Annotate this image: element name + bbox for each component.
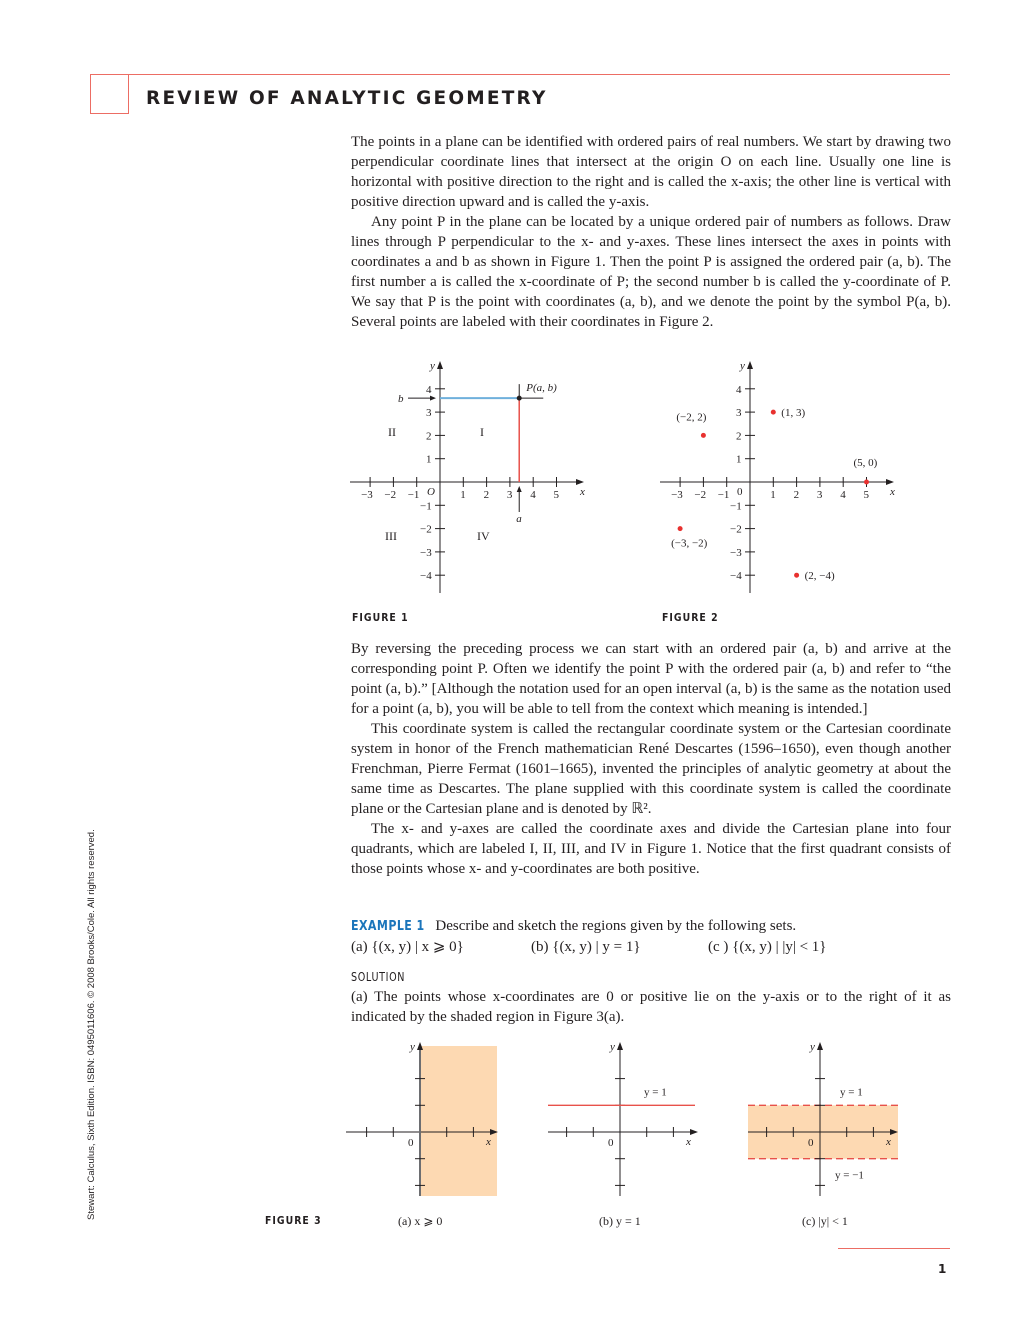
y-axis-label: y [610, 1041, 615, 1053]
shaded-region [420, 1046, 497, 1196]
origin-label: 0 [808, 1137, 814, 1149]
y-tick-label: 2 [426, 430, 432, 443]
x-tick-label: −2 [694, 489, 707, 501]
x-axis-arrow-icon [886, 479, 894, 485]
intro-text [351, 132, 951, 332]
solution-a: (a) The points whose x-coordinates are 0 or positive lie on the y-axis or to the right of it as indicated by the shaded region in Figure 3(a). [351, 989, 951, 1025]
y-axis-label: y [430, 360, 435, 372]
y-tick-label: 1 [736, 453, 742, 466]
example-part-a: (a) {(x, y) | x ⩾ 0} [351, 939, 464, 955]
y-axis-label: y [740, 360, 745, 372]
data-point-label: (5, 0) [853, 457, 878, 469]
paragraph-1: The points in a plane can be identified with ordered pairs of real numbers. We start by drawing two perpendicular coordinate lines that intersect at the origin O on each line. Usually one line is horizontal with positive direction to the right and is called the x-axis; the other line is vertical with positive direction upward and is called the y-axis. [351, 134, 951, 210]
x-tick-label: 5 [553, 489, 559, 501]
paragraph-4: This coordinate system is called the rectangular coordinate system or the Cartesian coordinate system in honor of the French mathematician René Descartes (1596–1650), even though another Frenchman, Pierre Fermat (1601–1665), invented the principles of analytic geometry at about the same time as Descartes. The plane supplied with this coordinate system is called the coordinate plane or the Cartesian plane and is denoted by ℝ². [351, 721, 951, 817]
data-point [701, 433, 706, 438]
solution-label: SOLUTION [351, 970, 406, 984]
y-tick-label: 3 [736, 407, 742, 420]
header-box [90, 74, 129, 114]
y-tick-label: 3 [426, 407, 432, 420]
y-tick-label: −1 [730, 500, 742, 513]
quadrant-label-ii: II [388, 425, 396, 439]
figure-2-label: FIGURE 2 [662, 611, 719, 624]
figure-3a-caption: (a) x ⩾ 0 [398, 1214, 443, 1228]
x-tick-label: −1 [717, 489, 730, 501]
x-tick-label: −3 [671, 489, 683, 501]
data-point-label: (1, 3) [781, 407, 806, 420]
origin-label: O [427, 486, 435, 498]
y-tick-label: −2 [730, 523, 742, 536]
y-tick-label: −3 [420, 546, 432, 559]
x-tick-label: −3 [361, 489, 373, 501]
example-prompt: Describe and sketch the regions given by the following sets. [435, 918, 797, 934]
y-axis-arrow-icon [437, 361, 443, 369]
lower-boundary-label: y = −1 [835, 1169, 864, 1182]
header-rule [90, 74, 950, 75]
b-label: b [398, 393, 404, 406]
figure-1-label: FIGURE 1 [352, 611, 409, 624]
y-tick-label: 4 [426, 383, 432, 396]
x-axis-arrow-icon [576, 479, 584, 485]
figure-2 [655, 355, 905, 605]
body-text [351, 639, 951, 879]
y-tick-label: −3 [730, 546, 742, 559]
x-tick-label: −1 [407, 489, 420, 501]
x-tick-label: 3 [506, 489, 513, 501]
example-part-b: (b) {(x, y) | y = 1} [531, 939, 641, 955]
example-part-c: (c ) {(x, y) | |y| < 1} [708, 939, 827, 955]
x-axis-label: x [486, 1136, 491, 1148]
x-tick-label: 2 [793, 489, 800, 501]
x-tick-label: 5 [863, 489, 869, 501]
a-arrow-icon [517, 486, 522, 492]
origin-label: 0 [608, 1137, 614, 1149]
x-axis-label: x [580, 486, 585, 498]
x-tick-label: 2 [483, 489, 490, 501]
page-title: REVIEW OF ANALYTIC GEOMETRY [146, 88, 548, 109]
y-tick-label: −4 [420, 570, 432, 583]
a-label: a [516, 513, 522, 525]
figure-3c [740, 1040, 910, 1200]
y-tick-label: −1 [420, 500, 432, 513]
point-p-label: P(a, b) [526, 382, 557, 395]
page-number: 1 [938, 1262, 947, 1276]
figure-3c-caption: (c) |y| < 1 [802, 1214, 848, 1228]
figure-3b-caption: (b) y = 1 [599, 1214, 641, 1228]
paragraph-5: The x- and y-axes are called the coordinate axes and divide the Cartesian plane into four quadrants, which are labeled I, II, III, and IV in Figure 1. Notice that the first quadrant consists of those points whose x- and y-coordinates are both positive. [351, 821, 951, 877]
y-tick-label: 2 [736, 430, 742, 443]
data-point-label: (−2, 2) [676, 411, 707, 424]
data-point-label: (2, −4) [804, 570, 835, 583]
origin-label: 0 [737, 486, 743, 498]
x-tick-label: 4 [530, 489, 536, 501]
y-tick-label: −2 [420, 523, 432, 536]
data-point [864, 480, 869, 485]
y-tick-label: 1 [426, 453, 432, 466]
figure-3-label: FIGURE 3 [265, 1214, 322, 1227]
x-tick-label: −2 [384, 489, 397, 501]
x-tick-label: 1 [770, 489, 776, 501]
x-axis-label: x [890, 486, 895, 498]
y-axis-label: y [810, 1041, 815, 1053]
example-heading: EXAMPLE 1 [351, 919, 425, 934]
upper-boundary-label: y = 1 [840, 1086, 863, 1099]
data-point [771, 410, 776, 415]
y-tick-label: −4 [730, 570, 742, 583]
example-1 [351, 916, 951, 1027]
figure-3a [340, 1040, 510, 1200]
data-point-label: (−3, −2) [671, 537, 708, 550]
copyright-sidenote: Stewart: Calculus, Sixth Edition. ISBN: 0495011606. © 2008 Brooks/Cole. All rights reserved. [86, 829, 97, 1220]
x-axis-label: x [886, 1136, 891, 1148]
y-axis-label: y [410, 1041, 415, 1053]
quadrant-label-iii: III [385, 529, 397, 543]
footer-rule [838, 1248, 950, 1249]
data-point [794, 573, 799, 578]
origin-label: 0 [408, 1137, 414, 1149]
y-axis-arrow-icon [747, 361, 753, 369]
y-axis-arrow-icon [817, 1042, 823, 1050]
figure-3b [540, 1040, 710, 1200]
line-label: y = 1 [644, 1086, 667, 1099]
paragraph-3: By reversing the preceding process we can start with an ordered pair (a, b) and arrive at the corresponding point P. Often we identify the point P with the ordered pair (a, b) and refer to “the point (a, b).” [Although the notation used for an open interval (a, b) is the same as the notation used for a point (a, b), you will be able to tell from the context which meaning is intended.] [351, 641, 951, 717]
paragraph-2: Any point P in the plane can be located by a unique ordered pair of numbers as follows. Draw lines through P perpendicular to the x- and y-axes. These lines intersect the axes in points with coordinates a and b as shown in Figure 1. Then the point P is assigned the ordered pair (a, b). The first number a is called the x-coordinate of P; the second number b is called the y-coordinate of P. We say that P is the point with coordinates (a, b), and we denote the point by the symbol P(a, b). Several points are labeled with their coordinates in Figure 2. [351, 214, 951, 330]
x-axis-label: x [686, 1136, 691, 1148]
data-point [678, 526, 683, 531]
point-p [517, 396, 522, 401]
y-tick-label: 4 [736, 383, 742, 396]
x-tick-label: 4 [840, 489, 846, 501]
x-tick-label: 3 [816, 489, 823, 501]
y-axis-arrow-icon [617, 1042, 623, 1050]
figure-1 [345, 355, 595, 605]
quadrant-label-i: I [480, 425, 484, 439]
x-axis-arrow-icon [690, 1129, 698, 1135]
quadrant-label-iv: IV [477, 529, 490, 543]
b-arrow-icon [430, 396, 436, 401]
x-tick-label: 1 [460, 489, 466, 501]
